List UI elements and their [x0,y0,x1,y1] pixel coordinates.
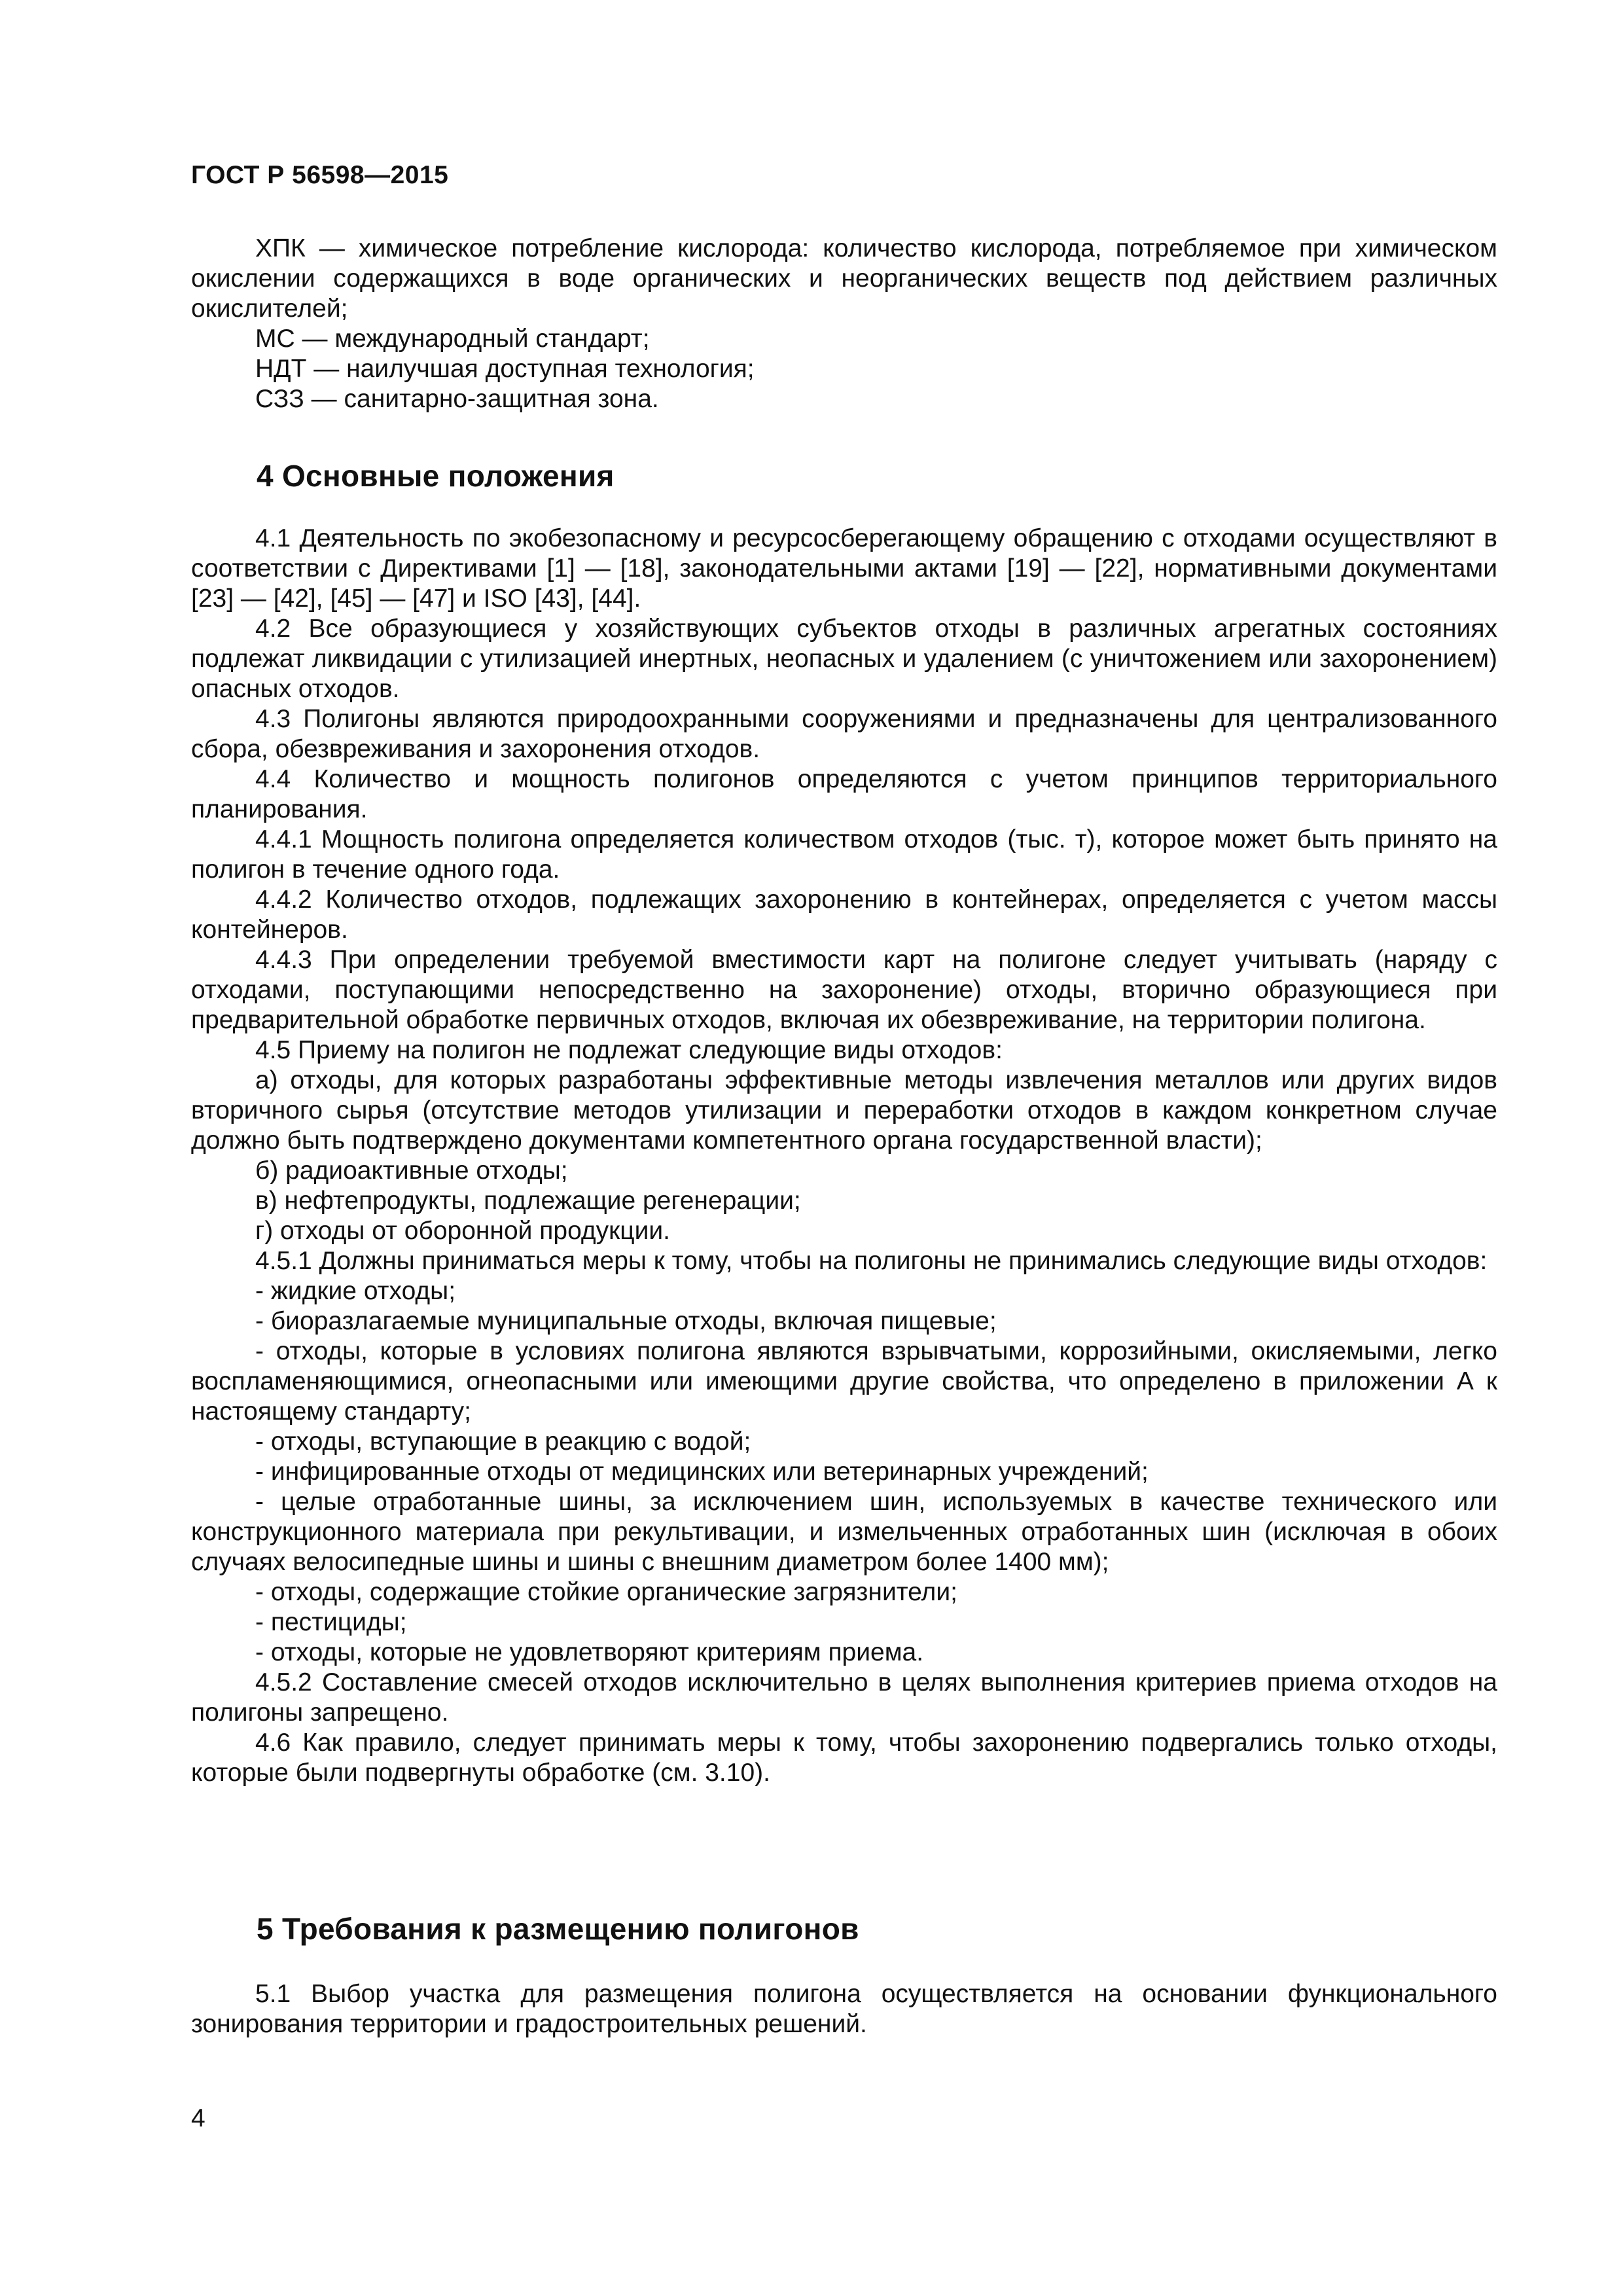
paragraph: 5.1 Выбор участка для размещения полигона осуществляется на основании функционального зонирования территории и градостроительных решений. [191,1980,1497,2038]
section-5-body [191,1979,1497,2039]
section-4-heading: 4 Основные положения [257,459,615,493]
paragraph: 4.5 Приему на полигон не подлежат следующие виды отходов: [255,1036,1003,1064]
list-item: - биоразлагаемые муниципальные отходы, включая пищевые; [255,1307,997,1335]
abbreviation-entry: НДТ — наилучшая доступная технология; [255,355,755,383]
page-number: 4 [191,2104,205,2132]
abbreviations-list [191,234,1497,414]
section-4-body [191,524,1497,1788]
paragraph: 4.4.3 При определении требуемой вместимости карт на полигоне следует учитывать (наряду с отходами, поступающими непосредственно на захоронение) отходы, вторично образующиеся при предварительной обработке первичных отходов, включая их обезвреживание, на территории полигона. [191,946,1497,1034]
abbreviation-entry: СЗЗ — санитарно-защитная зона. [255,385,659,413]
paragraph: 4.4.2 Количество отходов, подлежащих захоронению в контейнерах, определяется с учетом массы контейнеров. [191,886,1497,944]
list-item: - целые отработанные шины, за исключением шин, используемых в качестве технического или конструкционного материала при рекультивации, и измельченных отработанных шин (исключая в обоих случаях велосипедные шины и шины с внешним диаметром более 1400 мм); [191,1488,1497,1576]
paragraph: 4.6 Как правило, следует принимать меры к тому, чтобы захоронению подвергались только отходы, которые были подвергнуты обработке (см. 3.10). [191,1729,1497,1787]
paragraph: 4.3 Полигоны являются природоохранными сооружениями и предназначены для централизованного сбора, обезвреживания и захоронения отходов. [191,705,1497,763]
list-item: - отходы, вступающие в реакцию с водой; [255,1427,751,1456]
paragraph: 4.4 Количество и мощность полигонов определяются с учетом принципов территориального планирования. [191,765,1497,823]
list-item: - жидкие отходы; [255,1277,456,1305]
list-item: б) радиоактивные отходы; [255,1157,568,1185]
list-item: - отходы, которые не удовлетворяют критериям приема. [255,1638,924,1666]
paragraph: 4.5.2 Составление смесей отходов исключительно в целях выполнения критериев приема отходов на полигоны запрещено. [191,1668,1497,1727]
list-item: - отходы, содержащие стойкие органические загрязнители; [255,1578,957,1606]
list-item: г) отходы от оборонной продукции. [255,1217,670,1245]
abbreviation-entry: ХПК — химическое потребление кислорода: количество кислорода, потребляемое при химическом окислении содержащихся в воде органических и неорганических веществ под действием различных окислителей; [191,234,1497,323]
paragraph: 4.1 Деятельность по экобезопасному и ресурсосберегающему обращению с отходами осуществляют в соответствии с Директивами [1] — [18], законодательными актами [19] — [22], нормативными документами [23] — [42], [45] — [47] и ISO [43], [44]. [191,524,1497,613]
list-item: - пестициды; [255,1608,407,1636]
paragraph: 4.2 Все образующиеся у хозяйствующих субъектов отходы в различных агрегатных состояниях подлежат ликвидации с утилизацией инертных, неопасных и удалением (с уничтожением или захоронением) опасных отходов. [191,615,1497,703]
list-item: - инфицированные отходы от медицинских или ветеринарных учреждений; [255,1458,1149,1486]
paragraph: 4.5.1 Должны приниматься меры к тому, чтобы на полигоны не принимались следующие виды отходов: [255,1247,1488,1275]
document-header: ГОСТ Р 56598—2015 [191,161,449,189]
paragraph: 4.4.1 Мощность полигона определяется количеством отходов (тыс. т), которое может быть принято на полигон в течение одного года. [191,825,1497,884]
list-item: а) отходы, для которых разработаны эффективные методы извлечения металлов или других видов вторичного сырья (отсутствие методов утилизации и переработки отходов в каждом конкретном случае должно быть подтверждено документами компетентного органа государственной власти); [191,1066,1497,1155]
list-item: в) нефтепродукты, подлежащие регенерации; [255,1187,801,1215]
section-5-heading: 5 Требования к размещению полигонов [257,1912,859,1946]
list-item: - отходы, которые в условиях полигона являются взрывчатыми, коррозийными, окисляемыми, легко воспламеняющимися, огнеопасными или имеющими другие свойства, что определено в приложении А к настоящему стандарту; [191,1337,1497,1426]
abbreviation-entry: МС — международный стандарт; [255,325,650,353]
